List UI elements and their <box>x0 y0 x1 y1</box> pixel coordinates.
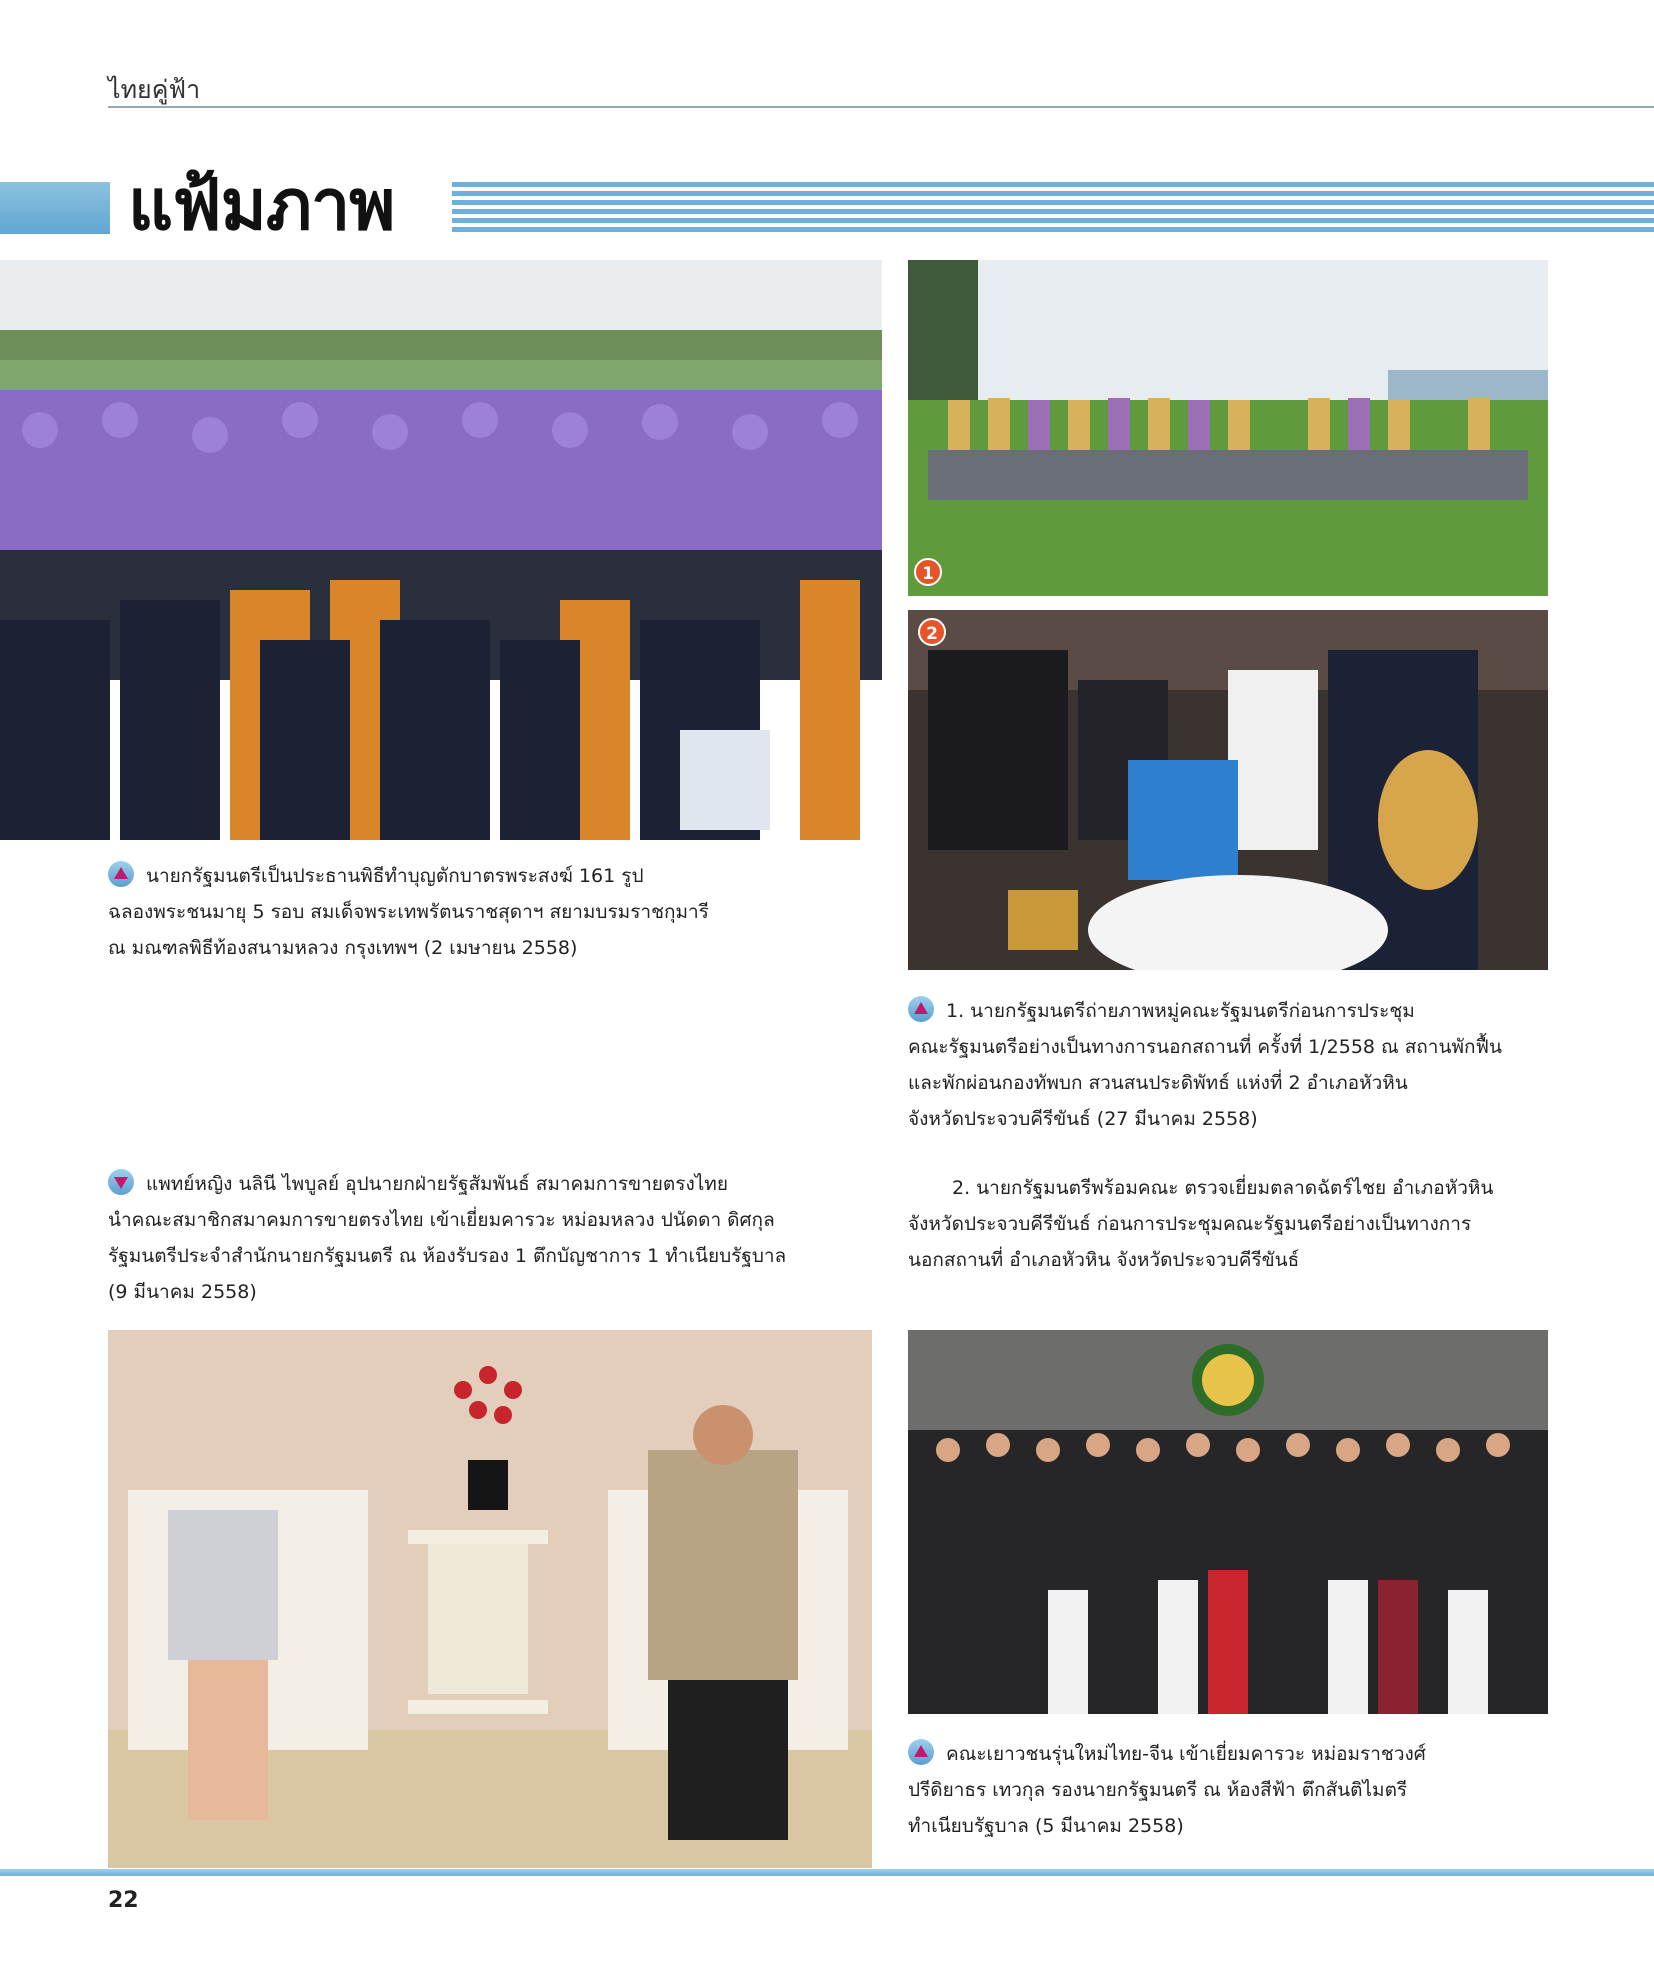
caption-market-line-1: 2. นายกรัฐมนตรีพร้อมคณะ ตรวจเยี่ยมตลาดฉัตร์ไชย อำเภอหัวหิน <box>952 1177 1494 1199</box>
footer-rule <box>0 1869 1654 1876</box>
photo-alms-offering <box>0 260 882 840</box>
caption-market-line-3: นอกสถานที่ อำเภอหัวหิน จังหวัดประจวบคีรีขันธ์ <box>908 1249 1300 1271</box>
caption-alms-line-1: นายกรัฐมนตรีเป็นประธานพิธีทำบุญตักบาตรพระสงฆ์ 161 รูป <box>108 858 888 894</box>
triangle-up-icon <box>908 1739 934 1765</box>
caption-cabinet-line-1: 1. นายกรัฐมนตรีถ่ายภาพหมู่คณะรัฐมนตรีก่อนการประชุม <box>908 993 1548 1029</box>
magazine-name: ไทยคู่ฟ้า <box>108 75 201 104</box>
caption-alms-line-3: ณ มณฑลพิธีท้องสนามหลวง กรุงเทพฯ (2 เมษายน 2558) <box>108 937 578 959</box>
caption-cabinet-line-4: จังหวัดประจวบคีรีขันธ์ (27 มีนาคม 2558) <box>908 1108 1258 1130</box>
page-number: 22 <box>108 1888 139 1913</box>
caption-market-line-2: จังหวัดประจวบคีรีขันธ์ ก่อนการประชุมคณะรัฐมนตรีอย่างเป็นทางการ <box>908 1213 1472 1235</box>
caption-direct-line-2: นำคณะสมาชิกสมาคมการขายตรงไทย เข้าเยี่ยมคารวะ หม่อมหลวง ปนัดดา ดิศกุล <box>108 1209 775 1231</box>
caption-youth-line-3: ทำเนียบรัฐบาล (5 มีนาคม 2558) <box>908 1815 1184 1837</box>
caption-youth-line-2: ปรีดิยาธร เทวกุล รองนายกรัฐมนตรี ณ ห้องสีฟ้า ตึกสันติไมตรี <box>908 1779 1408 1801</box>
photo-youth-group <box>908 1330 1548 1714</box>
photo-badge-2: 2 <box>918 618 946 646</box>
caption-direct-line-1: แพทย์หญิง นลินี ไพบูลย์ อุปนายกฝ่ายรัฐสัมพันธ์ สมาคมการขายตรงไทย <box>108 1166 888 1202</box>
caption-cabinet-line-2: คณะรัฐมนตรีอย่างเป็นทางการนอกสถานที่ ครั้งที่ 1/2558 ณ สถานพักฟื้น <box>908 1036 1502 1058</box>
title-bar-left <box>0 182 110 234</box>
caption-cabinet-line-3: และพักผ่อนกองทัพบก สวนสนประดิพัทธ์ แห่งที่ 2 อำเภอหัวหิน <box>908 1072 1408 1094</box>
caption-youth-line-1: คณะเยาวชนรุ่นใหม่ไทย-จีน เข้าเยี่ยมคารวะ หม่อมราชวงศ์ <box>908 1736 1548 1772</box>
caption-direct-line-4: (9 มีนาคม 2558) <box>108 1281 257 1303</box>
caption-alms-offering <box>108 858 888 966</box>
title-stripes <box>452 182 1654 234</box>
photo-market-visit <box>908 610 1548 970</box>
caption-cabinet-group <box>908 993 1548 1137</box>
caption-youth-visit <box>908 1736 1548 1844</box>
triangle-down-icon <box>108 1169 134 1195</box>
triangle-up-icon <box>108 861 134 887</box>
caption-market-visit <box>908 1170 1548 1278</box>
caption-direct-selling <box>108 1166 888 1310</box>
header-rule <box>108 106 1654 108</box>
photo-cabinet-group <box>908 260 1548 596</box>
photo-badge-1: 1 <box>914 558 942 586</box>
section-title: แฟ้มภาพ <box>128 164 395 246</box>
photo-meeting-room <box>108 1330 872 1868</box>
caption-alms-line-2: ฉลองพระชนมายุ 5 รอบ สมเด็จพระเทพรัตนราชสุดาฯ สยามบรมราชกุมารี <box>108 901 709 923</box>
triangle-up-icon <box>908 996 934 1022</box>
caption-direct-line-3: รัฐมนตรีประจำสำนักนายกรัฐมนตรี ณ ห้องรับรอง 1 ตึกบัญชาการ 1 ทำเนียบรัฐบาล <box>108 1245 787 1267</box>
